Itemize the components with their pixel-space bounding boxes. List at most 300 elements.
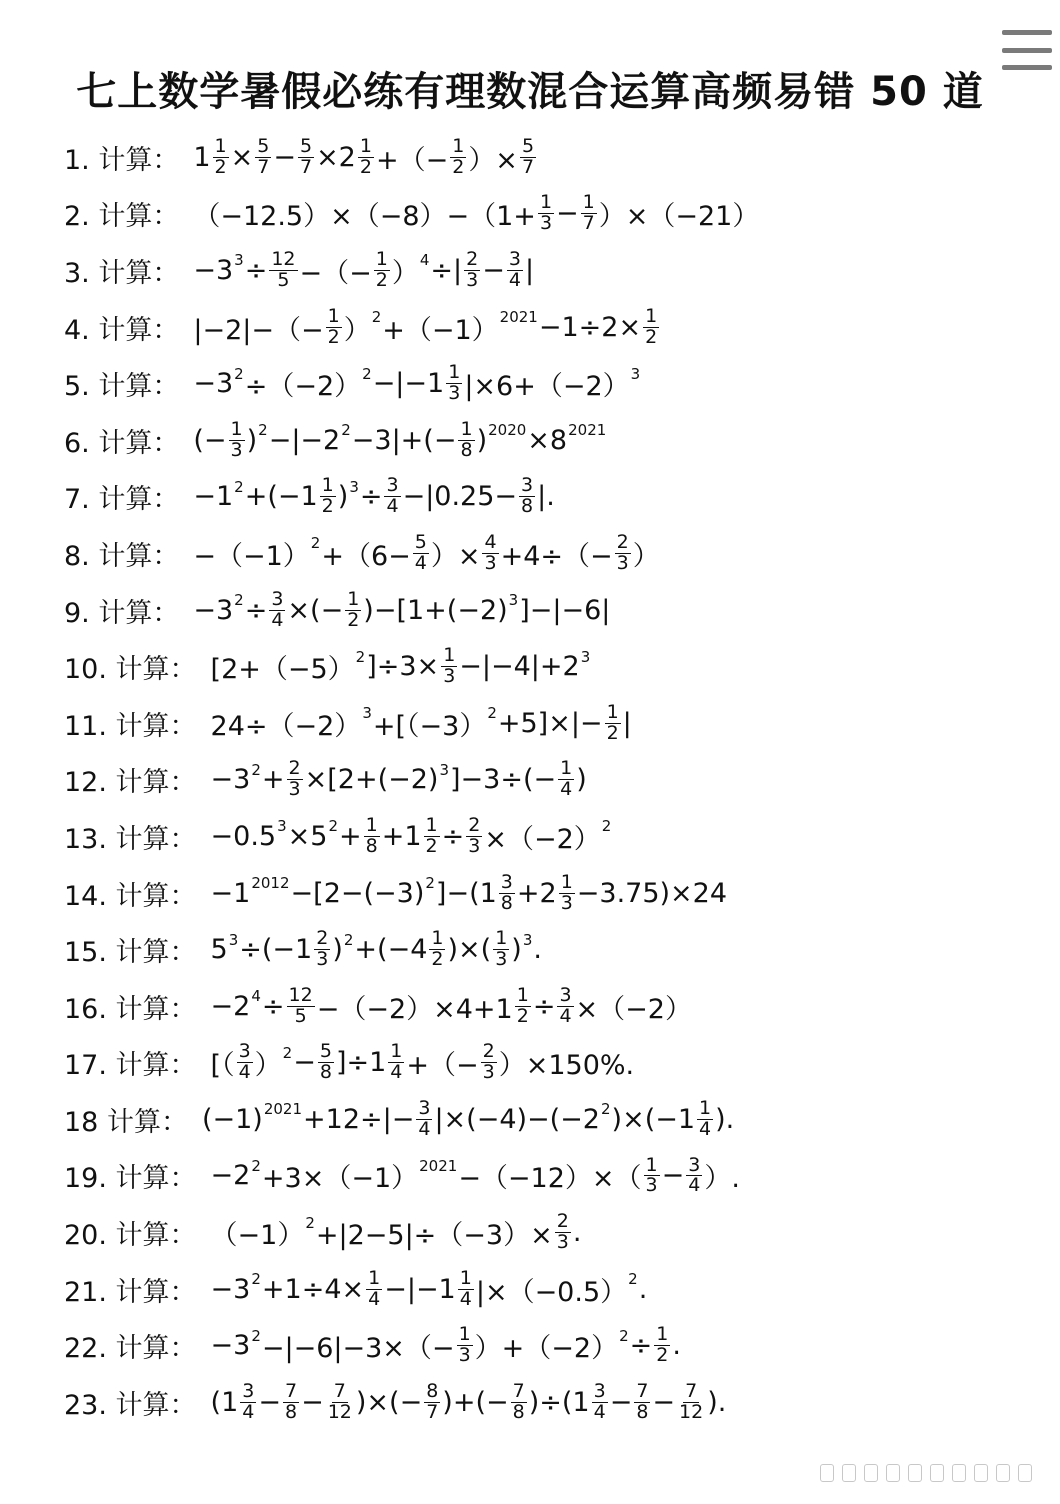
fraction-denominator: 4: [368, 1287, 381, 1310]
fraction: [615, 533, 631, 574]
expr-text: +: [339, 820, 362, 852]
fraction-denominator: 4: [508, 268, 521, 291]
expr-text: +（−: [406, 1050, 479, 1082]
expr-text: （−12.5）×（−8）−（1+: [193, 201, 536, 233]
expr-text: ×: [230, 141, 254, 173]
fraction-denominator: 7: [582, 212, 595, 235]
expr-text: −3: [193, 594, 234, 626]
expr-text: −（−1）: [193, 540, 310, 572]
fraction-denominator: 3: [495, 948, 508, 971]
expr-text: 1: [193, 141, 211, 173]
expr-text: (1: [210, 1386, 239, 1418]
hamburger-menu-icon: [1002, 30, 1052, 35]
expr-text: 5: [210, 934, 228, 966]
expr-text: ÷: [261, 990, 285, 1022]
expr-text: ): [332, 934, 343, 966]
fraction-denominator: 2: [214, 155, 227, 178]
fraction: [269, 250, 297, 291]
fraction: [466, 813, 482, 857]
problem-row: [64, 1317, 1030, 1374]
fraction-denominator: 3: [316, 948, 329, 971]
expr-text: ×2: [316, 141, 356, 173]
fraction: [424, 813, 440, 857]
exponent: 4: [419, 251, 430, 270]
fraction: [326, 304, 342, 348]
fraction-denominator: 4: [418, 1117, 431, 1140]
problem-row: [64, 1204, 1030, 1261]
fraction: [493, 929, 509, 970]
fraction: [450, 134, 466, 178]
problem-row: [64, 921, 1030, 978]
fraction: [446, 363, 462, 404]
fraction-denominator: 8: [460, 438, 473, 461]
expr-text: ÷(−1: [239, 934, 313, 966]
expr-text: .: [638, 1273, 648, 1305]
expr-text: +|2−5|÷（−3）×: [315, 1220, 553, 1252]
fraction: [424, 1379, 440, 1423]
problem-expression: [211, 646, 592, 687]
fraction-numerator: 1: [699, 1096, 712, 1119]
fraction-numerator: 4: [484, 531, 497, 554]
exponent: 2: [251, 1156, 261, 1175]
problem-label: 10. 计算：: [64, 654, 197, 686]
fraction-numerator: 2: [468, 813, 481, 836]
exponent: 3: [439, 760, 449, 779]
exponent: 3: [630, 364, 641, 383]
expr-text: +2: [516, 877, 557, 909]
problem-label: 12. 计算：: [64, 767, 197, 799]
expr-text: −3|+(−: [351, 424, 457, 456]
fraction-denominator: 4: [560, 778, 573, 801]
fraction-denominator: 3: [458, 1344, 471, 1367]
fraction-denominator: 2: [452, 155, 465, 178]
expr-text: −[2−(−3): [290, 877, 425, 909]
problem-expression: [193, 476, 554, 517]
fraction-denominator: 3: [645, 1174, 658, 1197]
fraction-denominator: 5: [277, 268, 290, 291]
fraction-numerator: 1: [448, 361, 461, 384]
fraction-denominator: 8: [636, 1400, 649, 1423]
expr-text: +（−: [375, 144, 449, 176]
expr-text: +: [261, 764, 285, 796]
fraction-denominator: 8: [284, 1400, 298, 1423]
problem-row: [64, 808, 1030, 865]
fraction-numerator: 3: [238, 1040, 251, 1063]
expr-text: −0.5: [210, 820, 277, 852]
exponent: 2: [282, 1043, 293, 1062]
fraction-numerator: 3: [593, 1379, 606, 1402]
fraction-numerator: 8: [426, 1379, 439, 1402]
problem-label: 11. 计算：: [64, 710, 197, 742]
problem-row: [64, 1148, 1030, 1205]
fraction-numerator: 1: [327, 304, 340, 327]
problem-expression: [210, 870, 728, 914]
fraction-denominator: 4: [459, 1287, 472, 1310]
expr-text: ×（−2）: [484, 823, 601, 855]
expr-text: +1: [381, 820, 422, 852]
problem-expression: [201, 1096, 735, 1140]
expr-text: )×(: [447, 934, 492, 966]
exponent: 2020: [488, 421, 527, 440]
expr-text: −|−4|+2: [459, 651, 580, 683]
expr-text: +3×（−1）: [261, 1163, 419, 1195]
problem-expression: [193, 587, 611, 631]
problem-row: [64, 1261, 1030, 1318]
problem-expression: [193, 363, 641, 404]
expr-text: ）×（−21）: [598, 201, 760, 233]
fraction-numerator: 1: [459, 1266, 472, 1289]
fraction-denominator: 7: [257, 155, 270, 178]
exponent: 2: [619, 1326, 629, 1345]
expr-text: ]−(1: [435, 877, 497, 909]
fraction-denominator: 8: [512, 1400, 525, 1423]
fraction: [298, 134, 314, 178]
problem-label: 6. 计算：: [64, 427, 180, 459]
expr-text: −2: [210, 990, 251, 1022]
expr-text: ）: [343, 314, 371, 346]
fraction-numerator: 1: [560, 757, 573, 780]
problem-row: [64, 186, 1030, 243]
fraction-denominator: 3: [443, 665, 456, 688]
fraction-numerator: 3: [508, 248, 521, 271]
problem-expression: [211, 929, 542, 970]
expr-text: +4÷（−: [500, 540, 613, 572]
problem-label: 20. 计算：: [64, 1220, 197, 1252]
fraction-numerator: 1: [214, 134, 227, 157]
expr-text: ).: [707, 1386, 727, 1418]
fraction-numerator: 1: [516, 983, 529, 1006]
exponent: 3: [349, 477, 359, 496]
fraction: [326, 1379, 354, 1423]
fraction-denominator: 4: [593, 1400, 606, 1423]
problem-row: [64, 469, 1030, 526]
fraction: [458, 1266, 474, 1310]
fraction-numerator: 7: [636, 1379, 649, 1402]
expr-text: +(−4: [354, 934, 428, 966]
exponent: 3: [522, 930, 533, 949]
expr-text: ÷（−2）: [244, 371, 362, 403]
expr-text: )÷(1: [528, 1386, 590, 1418]
expr-text: ）+（−2）: [474, 1333, 619, 1365]
expr-text: +12÷|−: [303, 1103, 415, 1135]
fraction-numerator: 1: [431, 927, 444, 950]
expr-text: −|−1: [372, 368, 445, 400]
expr-text: −: [556, 198, 579, 230]
problem-row: [64, 242, 1030, 299]
expr-text: ]÷1: [335, 1047, 387, 1079]
exponent: 2: [487, 704, 497, 723]
expr-text: −: [482, 254, 505, 286]
fraction-denominator: 2: [321, 495, 334, 518]
exponent: 3: [508, 591, 519, 610]
fraction-denominator: 4: [238, 1061, 251, 1084]
exponent: 2021: [419, 1156, 458, 1175]
expr-text: +1÷4×: [261, 1273, 365, 1305]
expr-text: ÷: [244, 594, 268, 626]
fraction-denominator: 3: [539, 212, 553, 235]
expr-text: ): [246, 424, 258, 456]
expr-text: −（−2）×4+1: [316, 993, 513, 1025]
exponent: 3: [580, 647, 591, 666]
fraction-denominator: 3: [230, 438, 243, 461]
expr-text: |: [524, 254, 535, 286]
expr-text: ÷|: [430, 254, 463, 286]
fraction: [255, 134, 271, 178]
expr-text: |: [622, 707, 632, 739]
fraction-denominator: 2: [359, 155, 372, 178]
page-indicator: [820, 1464, 1032, 1480]
fraction-numerator: 1: [425, 813, 438, 836]
fraction-numerator: 5: [319, 1040, 332, 1063]
problem-row: [64, 582, 1030, 639]
expr-text: )×(−: [355, 1386, 423, 1418]
fraction: [384, 476, 400, 517]
fraction-numerator: 1: [606, 700, 619, 723]
expr-text: +（6−: [321, 540, 411, 572]
fraction-denominator: 2: [375, 268, 388, 291]
fraction-denominator: 2: [645, 325, 658, 348]
fraction-denominator: 5: [294, 1004, 307, 1027]
expr-text: ）×150%.: [498, 1050, 635, 1082]
fraction: [555, 1212, 571, 1253]
expr-text: −3: [193, 254, 234, 286]
problem-expression: [193, 134, 538, 178]
exponent: 2: [341, 421, 351, 440]
expr-text: ÷: [244, 254, 268, 286]
expr-text: ]−3÷(−: [449, 764, 557, 796]
exponent: 2: [305, 1213, 315, 1232]
fraction: [520, 134, 536, 178]
fraction-numerator: 1: [390, 1040, 403, 1063]
fraction-denominator: 2: [606, 721, 619, 744]
problem-row: [64, 638, 1030, 695]
exponent: 3: [277, 817, 287, 836]
fraction: [644, 1153, 660, 1197]
fraction-numerator: 1: [560, 870, 573, 893]
fraction-denominator: 12: [327, 1400, 352, 1423]
expr-text: −3: [210, 764, 251, 796]
exponent: 3: [234, 251, 244, 270]
expr-text: ): [576, 764, 587, 796]
expr-text: −3: [210, 1330, 251, 1362]
expr-text: −|0.25−: [402, 481, 518, 513]
exponent: 2: [310, 534, 321, 553]
fraction-numerator: 7: [685, 1379, 698, 1402]
fraction-denominator: 4: [688, 1174, 701, 1197]
fraction: [481, 1042, 497, 1083]
expr-text: ）.: [704, 1163, 740, 1195]
expr-text: .: [572, 1217, 582, 1249]
problem-label: 1. 计算：: [64, 144, 180, 176]
fraction: [416, 1096, 432, 1140]
fraction-numerator: 7: [333, 1379, 346, 1402]
fraction-numerator: 3: [521, 474, 534, 497]
fraction: [464, 250, 480, 291]
problem-row: [64, 1374, 1030, 1431]
exponent: 2021: [499, 308, 538, 327]
expr-text: )−[1+(−2): [363, 594, 508, 626]
expr-text: .: [533, 934, 542, 966]
fraction-numerator: 5: [299, 134, 313, 157]
problem-row: [64, 1035, 1030, 1092]
fraction-denominator: 7: [521, 155, 535, 178]
expr-text: ×(−: [287, 594, 344, 626]
fraction: [413, 533, 429, 574]
expr-text: ): [511, 934, 522, 966]
fraction: [515, 983, 531, 1027]
problem-expression: [193, 417, 607, 461]
expr-text: −2: [210, 1160, 251, 1192]
problem-label: 5. 计算：: [64, 371, 180, 403]
exponent: 4: [251, 987, 261, 1006]
exponent: 2: [628, 1270, 638, 1289]
problem-expression: [211, 759, 587, 800]
expr-text: +（−1）: [382, 314, 499, 346]
expr-text: [（: [210, 1050, 235, 1082]
problem-expression: [211, 1212, 582, 1253]
expr-text: |.: [537, 481, 555, 513]
fraction-denominator: 3: [560, 891, 573, 914]
expr-text: −3: [210, 1273, 251, 1305]
fraction-denominator: 7: [299, 155, 313, 178]
fraction-numerator: 1: [359, 134, 372, 157]
exponent: 2: [328, 817, 338, 836]
fraction-numerator: 3: [688, 1153, 701, 1176]
problem-label: 2. 计算：: [64, 201, 180, 233]
expr-text: ): [337, 481, 349, 513]
problem-label: 3. 计算：: [64, 257, 180, 289]
problem-label: 13. 计算：: [64, 823, 197, 855]
fraction: [557, 983, 573, 1027]
fraction: [374, 250, 390, 291]
fraction: [237, 1042, 253, 1083]
fraction-numerator: 1: [460, 417, 473, 440]
fraction-denominator: 2: [431, 948, 444, 971]
fraction: [287, 983, 315, 1027]
expr-text: −|−2: [268, 424, 341, 456]
fraction-denominator: 2: [516, 1004, 529, 1027]
problem-label: 9. 计算：: [64, 597, 180, 629]
fraction-numerator: 2: [556, 1210, 569, 1233]
fraction-denominator: 8: [365, 834, 378, 857]
fraction-denominator: 12: [679, 1400, 704, 1423]
expr-text: −（−12）×（: [458, 1163, 642, 1195]
fraction-numerator: 1: [656, 1323, 669, 1346]
fraction: [605, 700, 621, 744]
fraction: [634, 1379, 650, 1423]
fraction-denominator: 3: [288, 778, 301, 801]
problem-row: [64, 752, 1030, 809]
fraction-denominator: 3: [466, 268, 479, 291]
expr-text: ×[2+(−2): [304, 764, 439, 796]
exponent: 2012: [251, 874, 290, 893]
expr-text: (−1): [201, 1103, 263, 1135]
fraction-numerator: 2: [616, 531, 629, 554]
fraction-numerator: 1: [458, 1323, 471, 1346]
expr-text: .: [672, 1330, 681, 1362]
problem-expression: [210, 983, 692, 1027]
expr-text: [2+（−5）: [210, 654, 355, 686]
expr-text: （−1）: [210, 1220, 305, 1252]
problem-expression: [193, 304, 661, 348]
fraction-numerator: 3: [500, 870, 513, 893]
fraction: [592, 1379, 608, 1423]
fraction-numerator: 1: [365, 813, 378, 836]
expr-text: ]÷3×: [366, 651, 440, 683]
fraction-denominator: 7: [426, 1400, 439, 1423]
expr-text: ）: [391, 257, 419, 289]
expr-text: −: [652, 1386, 676, 1418]
expr-text: |×（−0.5）: [475, 1276, 628, 1308]
problem-expression: [193, 193, 759, 234]
expr-text: ÷: [532, 990, 556, 1022]
expr-text: |×(−4)−(−2: [434, 1103, 600, 1135]
exponent: 3: [228, 930, 239, 949]
fraction-denominator: 4: [559, 1004, 572, 1027]
exponent: 2: [251, 760, 261, 779]
problem-row: [64, 525, 1030, 582]
fraction-numerator: 7: [284, 1379, 298, 1402]
expr-text: )+(−: [442, 1386, 509, 1418]
exponent: 2: [343, 930, 354, 949]
problem-label: 22. 计算：: [64, 1333, 197, 1365]
fraction: [511, 1379, 527, 1423]
fraction: [654, 1325, 670, 1366]
expr-text: −|−6|−3×（−: [261, 1333, 455, 1365]
fraction-denominator: 4: [386, 495, 399, 518]
fraction: [287, 759, 303, 800]
exponent: 2: [234, 477, 244, 496]
expr-text: |×6+（−2）: [464, 371, 630, 403]
fraction: [283, 1379, 299, 1423]
fraction-numerator: 3: [559, 983, 572, 1006]
fraction-denominator: 4: [390, 1061, 403, 1084]
expr-text: +(−1: [244, 481, 318, 513]
problem-row: [64, 978, 1030, 1035]
fraction: [358, 134, 374, 178]
problem-expression: [210, 813, 613, 857]
fraction-numerator: 7: [512, 1379, 525, 1402]
fraction-numerator: 1: [321, 474, 334, 497]
fraction: [559, 870, 575, 914]
problem-row: [64, 412, 1030, 469]
fraction: [364, 813, 380, 857]
fraction-numerator: 1: [443, 644, 456, 667]
problem-row: [64, 355, 1030, 412]
fraction: [458, 417, 474, 461]
fraction-numerator: 2: [288, 757, 301, 780]
fraction-denominator: 3: [556, 1231, 569, 1254]
expr-text: +[（−3）: [372, 710, 487, 742]
exponent: 2: [234, 364, 244, 383]
exponent: 2: [600, 1100, 611, 1119]
fraction-numerator: 1: [582, 191, 595, 214]
expr-text: (−: [193, 424, 227, 456]
problem-expression: [210, 700, 632, 744]
exponent: 2: [362, 364, 372, 383]
fraction-denominator: 2: [327, 325, 340, 348]
fraction-numerator: 1: [230, 417, 243, 440]
fraction: [581, 193, 597, 234]
fraction: [519, 476, 535, 517]
fraction-numerator: 2: [466, 248, 479, 271]
expr-text: ]−|−6|: [519, 594, 611, 626]
exponent: 2: [355, 647, 366, 666]
exponent: 2021: [263, 1100, 303, 1119]
fraction: [677, 1379, 705, 1423]
fraction: [345, 587, 361, 631]
exponent: 2: [371, 308, 382, 327]
